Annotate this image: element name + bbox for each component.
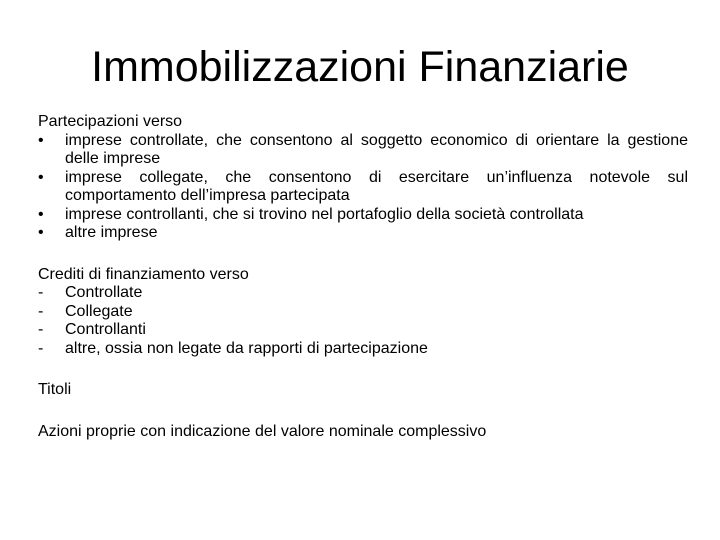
- section-crediti: [38, 266, 688, 359]
- list-item-text: Controllanti: [65, 321, 146, 338]
- bullet-marker: •: [38, 224, 44, 241]
- bullet-marker: •: [38, 205, 44, 223]
- list-item-text: imprese collegate, che consentono di esercitare un’influenza notevole sul comportamento dell’impresa partecipata: [65, 168, 688, 204]
- list-item: [38, 284, 688, 303]
- dash-marker: -: [38, 339, 44, 357]
- section-partecipazioni: [38, 113, 688, 243]
- bullet-marker: •: [38, 131, 44, 149]
- list-item: [38, 206, 688, 225]
- section-titoli: [38, 381, 688, 400]
- section-heading: Titoli: [38, 381, 72, 398]
- section-heading: Partecipazioni verso: [38, 113, 183, 130]
- dash-list: [38, 284, 688, 358]
- section-azioni-proprie: [38, 423, 688, 442]
- section-heading: Azioni proprie con indicazione del valore nominale complessivo: [38, 422, 487, 440]
- list-item-text: imprese controllanti, che si trovino nel portafoglio della società controllata: [65, 205, 584, 223]
- list-item: [38, 303, 688, 322]
- list-item: [38, 321, 688, 340]
- list-item: [38, 169, 688, 206]
- list-item: [38, 340, 688, 359]
- dash-marker: -: [38, 284, 44, 301]
- list-item-text: imprese controllate, che consentono al soggetto economico di orientare la gestione delle imprese: [65, 131, 688, 167]
- list-item: [38, 132, 688, 169]
- list-item-text: Controllate: [65, 284, 143, 301]
- slide-body: [38, 113, 688, 441]
- list-item-text: Collegate: [65, 302, 133, 320]
- list-item-text: altre imprese: [65, 224, 158, 241]
- slide-title: Immobilizzazioni Finanziarie: [91, 43, 629, 91]
- dash-marker: -: [38, 321, 44, 338]
- list-item-text: altre, ossia non legate da rapporti di partecipazione: [65, 339, 428, 357]
- bullet-marker: •: [38, 168, 44, 186]
- list-item: [38, 224, 688, 243]
- dash-marker: -: [38, 302, 44, 320]
- section-heading: Crediti di finanziamento verso: [38, 265, 249, 283]
- bullet-list: [38, 132, 688, 243]
